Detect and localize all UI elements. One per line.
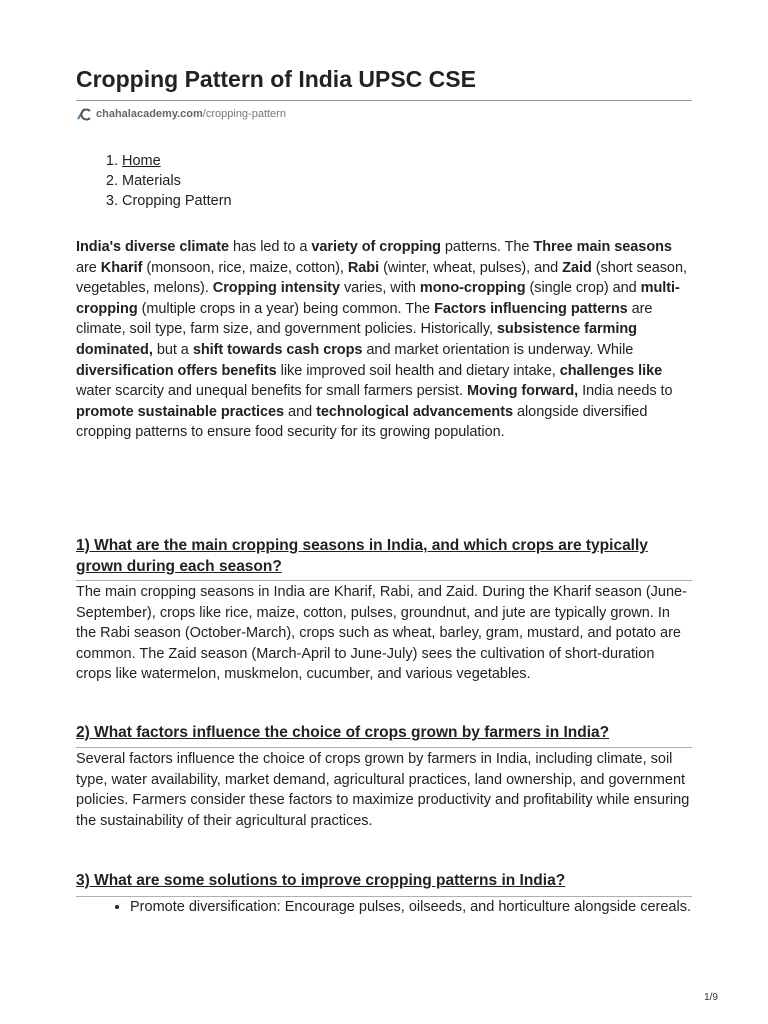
intro-bold-phrase: diversification offers benefits [76, 362, 277, 379]
intro-text-run: has led to a [229, 239, 312, 255]
intro-text-run: water scarcity and unequal benefits for small farmers persist. [76, 383, 467, 400]
intro-bold-phrase: shift towards cash crops [192, 341, 363, 358]
intro-bold-phrase: Zaid [562, 259, 592, 276]
intro-paragraph [76, 237, 692, 443]
intro-bold-phrase: challenges like [559, 362, 663, 379]
breadcrumb-link-home[interactable]: Home [122, 153, 161, 169]
intro-text-run: varies, with [339, 280, 420, 297]
intro-bold-phrase: Factors influencing patterns [434, 300, 628, 317]
faq-question-1: 1) What are the main cropping seasons in India, and which crops are typically grown during each season? [76, 537, 648, 575]
breadcrumb [76, 151, 232, 211]
intro-bold-phrase: promote sustainable practices [76, 403, 285, 420]
intro-bold-phrase: Three main seasons [533, 239, 672, 255]
list-item: • Promote diversification: Encourage pulses, oilseeds, and horticulture alongside cereals. [130, 897, 692, 917]
intro-text-run: are climate, soil type, farm size, and government policies. Historically, [76, 300, 653, 338]
intro-text-run: (multiple crops in a year) being common. The [137, 300, 435, 317]
intro-bold-phrase: variety of cropping [311, 239, 441, 255]
intro-text-run: like improved soil health and dietary intake, [276, 362, 560, 379]
intro-bold-phrase: India's diverse climate [76, 239, 230, 255]
solutions-list [76, 897, 692, 917]
intro-bold-phrase: technological advancements [316, 403, 514, 420]
intro-bold-phrase: multi-cropping [76, 280, 680, 317]
intro-text-run: India needs to [578, 383, 673, 400]
faq-divider-1 [76, 580, 692, 581]
source-domain: chahalacademy.com [96, 108, 203, 120]
page-number: 1/9 [704, 992, 718, 1003]
breadcrumb-item-home[interactable] [122, 151, 232, 171]
intro-text-run: (short season, vegetables, melons). [76, 259, 687, 297]
title-divider [76, 100, 692, 101]
intro-bold-phrase: Cropping intensity [212, 280, 340, 297]
intro-bold-phrase: Moving forward, [466, 383, 579, 400]
intro-bold-phrase: mono-cropping [419, 280, 526, 297]
intro-bold-phrase: Kharif [100, 259, 143, 276]
intro-text-run: (monsoon, rice, maize, cotton), [142, 259, 348, 276]
intro-text-run: (winter, wheat, pulses), and [379, 259, 563, 276]
intro-text-run: but a [152, 341, 193, 358]
source-path: /cropping-pattern [202, 108, 286, 120]
intro-bold-phrase: Rabi [347, 259, 380, 276]
faq-answer-1: The main cropping seasons in India are Kharif, Rabi, and Zaid. During the Kharif season (June-September), crops like rice, maize, cotton, pulses, groundnut, and jute are typically grown. In the Rabi season (October-March), crops such as wheat, barley, gram, mustard, and potato are common. The Zaid season (March-April to June-July) sees the cultivation of short-duration crops like watermelon, muskmelon, cucumber, and various vegetables. [76, 584, 687, 683]
intro-text-run: are [76, 259, 101, 276]
intro-bold-phrase: subsistence farming dominated, [76, 321, 637, 358]
page-title: Cropping Pattern of India UPSC CSE [76, 66, 476, 92]
intro-text-run: and [284, 403, 317, 420]
intro-text-run: and market orientation is underway. While [362, 341, 634, 358]
breadcrumb-item-cropping-pattern: 3. Cropping Pattern [122, 191, 232, 211]
intro-text-run: (single crop) and [525, 280, 641, 297]
faq-question-2: 2) What factors influence the choice of crops grown by farmers in India? [76, 724, 610, 741]
faq-question-3: 3) What are some solutions to improve cropping patterns in India? [76, 872, 566, 889]
intro-text-run: patterns. The [440, 239, 534, 255]
breadcrumb-item-materials: 2. Materials [122, 171, 232, 191]
intro-text-run: alongside diversified cropping patterns to ensure food security for its growing population. [76, 403, 648, 441]
source-link[interactable] [76, 107, 286, 121]
faq-divider-2 [76, 747, 692, 748]
faq-answer-2: Several factors influence the choice of crops grown by farmers in India, including climate, soil type, water availability, market demand, agricultural practices, land ownership, and government policies. Farmers consider these factors to maximize productivity and profitability while ensuring the sustainability of their agricultural practices. [76, 751, 690, 829]
chahal-academy-logo-icon [76, 107, 92, 121]
